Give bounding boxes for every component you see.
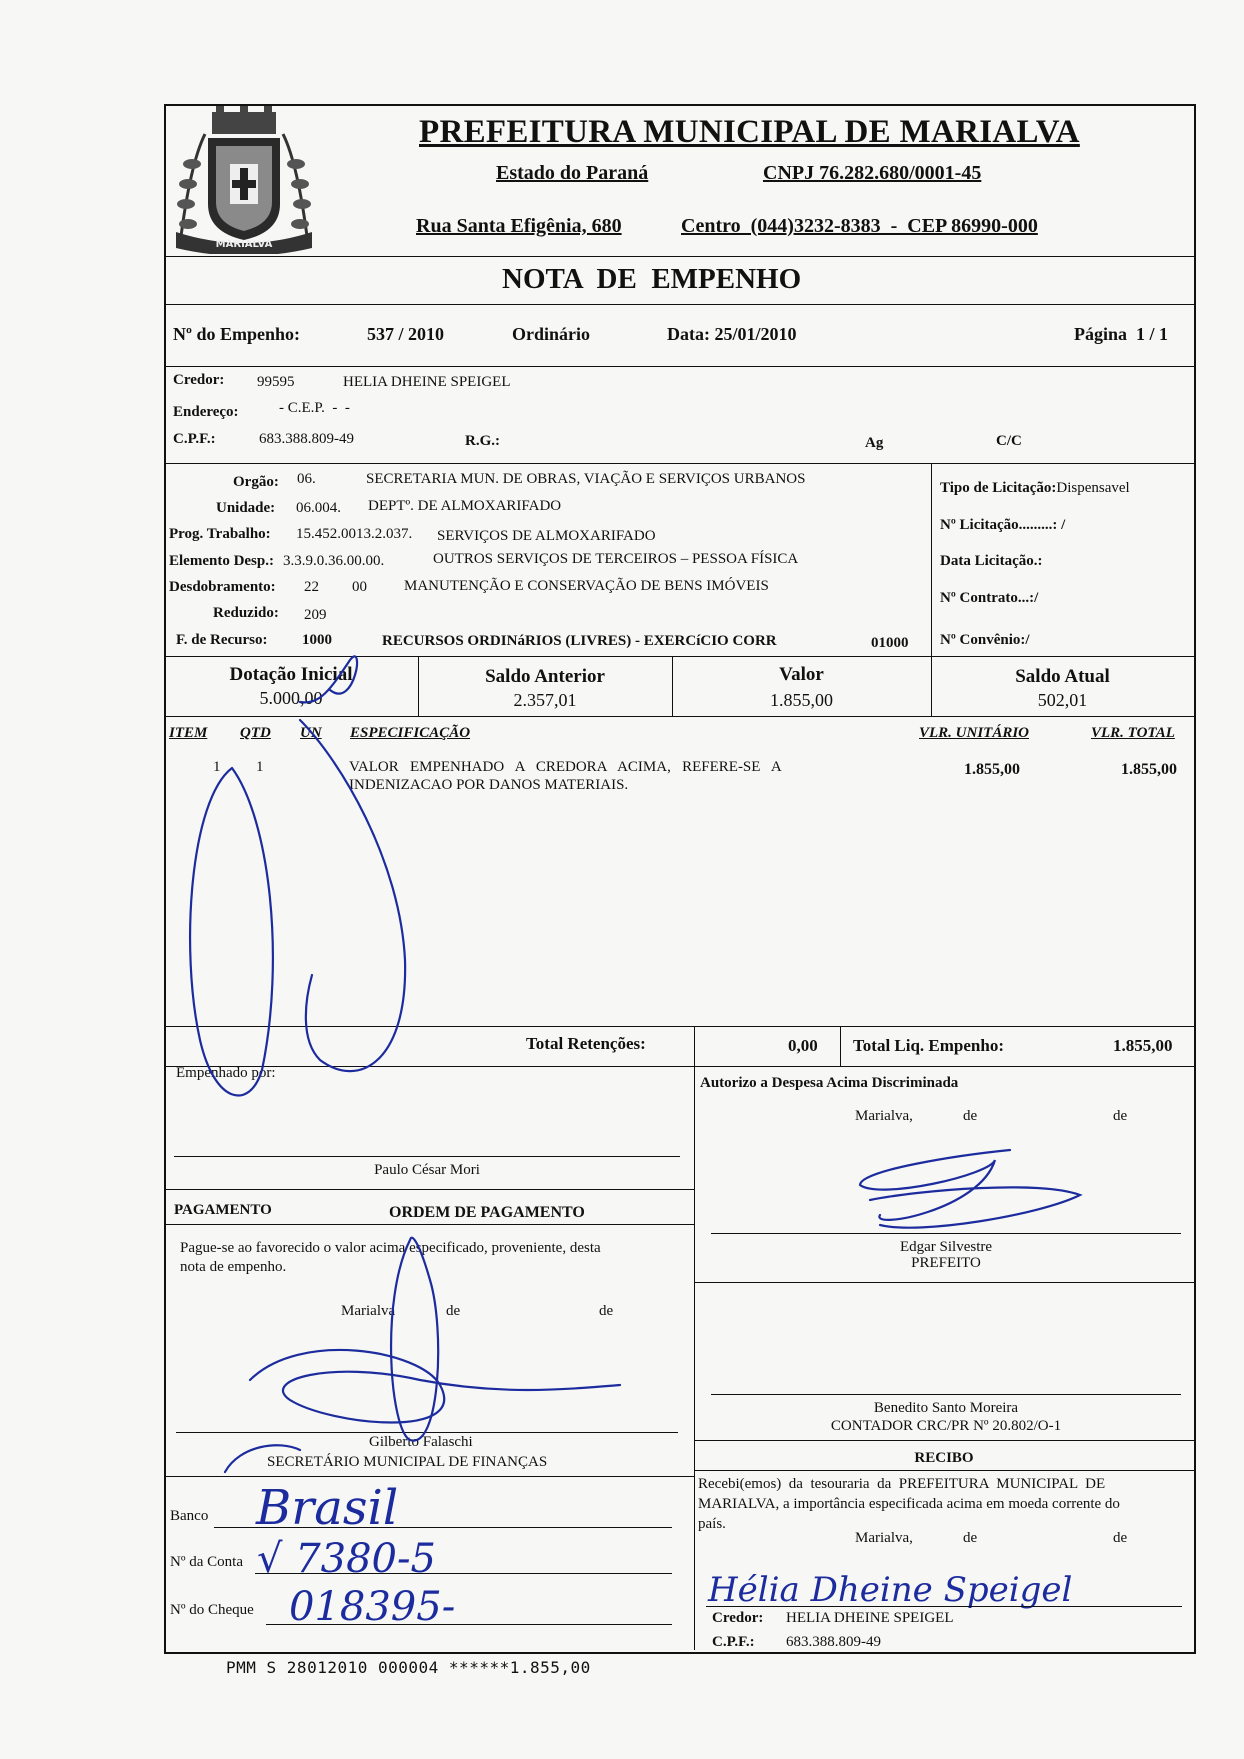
dotacao-inicial-value: 5.000,00 — [259, 688, 323, 708]
saldo-atual-label: Saldo Atual — [1015, 666, 1110, 687]
crest-banner-text: MARIALVA — [215, 239, 273, 250]
col-vlr-unitario: VLR. UNITÁRIO — [919, 725, 1030, 741]
empenho-number: 537 / 2010 — [367, 324, 445, 344]
prog-trabalho-code: 15.452.0013.2.037. — [296, 526, 413, 542]
item-number: 1 — [213, 759, 221, 775]
saldo-anterior-value: 2.357,01 — [513, 690, 577, 710]
autorizo-label: Autorizo a Despesa Acima Discriminada — [700, 1075, 959, 1091]
recibo-cpf-value: 683.388.809-49 — [786, 1634, 881, 1650]
col-qtd: QTD — [240, 725, 271, 741]
recurso-label: F. de Recurso: — [176, 632, 268, 648]
item-spec-line1: VALOR EMPENHADO A CREDORA ACIMA, REFERE-SE A — [349, 759, 782, 775]
recibo-text-line3: país. — [698, 1516, 726, 1532]
banco-value: Brasil — [256, 1480, 399, 1536]
municipality-title: PREFEITURA MUNICIPAL DE MARIALVA — [419, 114, 1080, 150]
recibo-text-line1: Recebi(emos) da tesouraria da PREFEITURA MUNICIPAL DE — [698, 1476, 1106, 1492]
credor-signature: Hélia Dheine Speigel — [708, 1570, 1073, 1610]
unidade-label: Unidade: — [216, 500, 276, 516]
total-liquido-value: 1.855,00 — [1113, 1036, 1173, 1055]
municipal-crest — [170, 104, 318, 254]
secretario-name: Gilberto Falaschi — [369, 1434, 473, 1450]
empenhado-por-name: Paulo César Mori — [374, 1162, 480, 1178]
recibo-credor-name: HELIA DHEINE SPEIGEL — [786, 1610, 954, 1626]
tipo-licitacao-value: Dispensavel — [1056, 480, 1130, 496]
recibo-label: RECIBO — [914, 1450, 974, 1466]
pagamento-text-line1: Pague-se ao favorecido o valor acima especificado, proveniente, desta — [180, 1240, 601, 1256]
cpf-value: 683.388.809-49 — [259, 431, 354, 447]
rg-label: R.G.: — [465, 433, 500, 449]
tipo-licitacao — [940, 480, 1130, 497]
saldo-atual-value: 502,01 — [1037, 690, 1088, 710]
pagamento-place: Marialva — [341, 1303, 396, 1319]
desdobramento-sub: 00 — [352, 579, 367, 595]
cheque-value: 018395- — [289, 1584, 456, 1630]
autorizo-de2: de — [1113, 1108, 1128, 1124]
conta-label: Nº da Conta — [170, 1554, 243, 1570]
item-qtd: 1 — [256, 759, 264, 775]
unidade-code: 06.004. — [296, 500, 341, 516]
cpf-label: C.P.F.: — [173, 431, 216, 447]
document-title: NOTA DE EMPENHO — [502, 263, 802, 295]
prefeito-title: PREFEITO — [911, 1255, 981, 1271]
desdobramento-desc: MANUTENÇÃO E CONSERVAÇÃO DE BENS IMÓVEIS — [404, 578, 769, 594]
pagamento-de2: de — [599, 1303, 614, 1319]
total-retencoes-value: 0,00 — [788, 1036, 818, 1055]
numero-contrato: Nº Contrato...:/ — [940, 590, 1039, 606]
state-name: Estado do Paraná — [496, 162, 649, 184]
prefeito-name: Edgar Silvestre — [899, 1239, 993, 1255]
desdobramento-code: 22 — [304, 579, 319, 595]
reduzido-label: Reduzido: — [213, 605, 279, 621]
orgao-code: 06. — [297, 471, 316, 487]
elemento-code: 3.3.9.0.36.00.00. — [283, 553, 385, 569]
secretario-title: SECRETÁRIO MUNICIPAL DE FINANÇAS — [267, 1454, 548, 1470]
orgao-label: Orgão: — [233, 474, 279, 490]
machine-stamp: PMM S 28012010 000004 ******1.855,00 — [226, 1658, 591, 1677]
autorizo-place: Marialva, — [855, 1108, 913, 1124]
endereco-label: Endereço: — [173, 404, 239, 420]
recibo-cpf-label: C.P.F.: — [712, 1634, 755, 1650]
tipo-licitacao-label: Tipo de Licitação: — [940, 480, 1057, 496]
autorizo-de1: de — [963, 1108, 978, 1124]
total-retencoes-label: Total Retenções: — [526, 1034, 646, 1053]
pagamento-de1: de — [446, 1303, 461, 1319]
dotacao-inicial-label: Dotação Inicial — [229, 664, 353, 685]
recurso-fonte-code: 01000 — [871, 635, 909, 651]
valor-value: 1.855,00 — [770, 690, 833, 710]
total-liquido-label: Total Liq. Empenho: — [853, 1036, 1004, 1055]
recibo-de1: de — [963, 1530, 978, 1546]
item-spec-line2: INDENIZACAO POR DANOS MATERIAIS. — [349, 777, 629, 793]
item-total-value: 1.855,00 — [1121, 761, 1177, 778]
data-licitacao: Data Licitação.: — [940, 553, 1043, 569]
col-vlr-total: VLR. TOTAL — [1091, 725, 1175, 741]
agencia-label: Ag — [865, 435, 884, 451]
prog-trabalho-desc: SERVIÇOS DE ALMOXARIFADO — [437, 528, 656, 544]
col-un: UN — [300, 725, 322, 741]
credor-label: Credor: — [173, 372, 225, 388]
desdobramento-label: Desdobramento: — [169, 579, 276, 595]
endereco-value: - C.E.P. - - — [279, 400, 350, 416]
page-number: Página 1 / 1 — [1074, 324, 1169, 344]
conta-value: √ 7380-5 — [257, 1536, 436, 1582]
contador-name: Benedito Santo Moreira — [873, 1400, 1019, 1416]
empenho-date: Data: 25/01/2010 — [667, 324, 797, 344]
unidade-desc: DEPTº. DE ALMOXARIFADO — [368, 498, 562, 514]
recibo-de2: de — [1113, 1530, 1128, 1546]
valor-label: Valor — [779, 664, 824, 685]
numero-licitacao: Nº Licitação.........: / — [940, 517, 1066, 533]
pagamento-text-line2: nota de empenho. — [180, 1259, 287, 1275]
district-phone-cep: Centro (044)3232-8383 - CEP 86990-000 — [681, 215, 1038, 237]
recibo-credor-label: Credor: — [712, 1610, 764, 1626]
saldo-anterior-label: Saldo Anterior — [485, 666, 605, 687]
elemento-desc: OUTROS SERVIÇOS DE TERCEIROS – PESSOA FÍSICA — [433, 551, 799, 567]
credor-name: HELIA DHEINE SPEIGEL — [343, 374, 511, 390]
numero-convenio: Nº Convênio:/ — [940, 632, 1030, 648]
reduzido-value: 209 — [304, 607, 327, 623]
pagamento-label: PAGAMENTO — [174, 1202, 272, 1218]
empenho-number-label: Nº do Empenho: — [173, 324, 300, 344]
item-unit-value: 1.855,00 — [964, 761, 1020, 778]
elemento-label: Elemento Desp.: — [169, 553, 274, 569]
recurso-desc: RECURSOS ORDINáRIOS (LIVRES) - EXERCíCIO CORR — [382, 633, 777, 649]
empenhado-por-label: Empenhado por: — [176, 1065, 276, 1081]
conta-corrente-label: C/C — [996, 433, 1022, 449]
recibo-place: Marialva, — [855, 1530, 913, 1546]
credor-code: 99595 — [257, 374, 295, 390]
cnpj: CNPJ 76.282.680/0001-45 — [763, 162, 982, 184]
prog-trabalho-label: Prog. Trabalho: — [169, 526, 271, 542]
recibo-text-line2: MARIALVA, a importância especificada acima em moeda corrente do — [698, 1496, 1120, 1512]
empenho-type: Ordinário — [512, 324, 591, 344]
orgao-desc: SECRETARIA MUN. DE OBRAS, VIAÇÃO E SERVIÇOS URBANOS — [366, 471, 806, 487]
col-especificacao: ESPECIFICAÇÃO — [350, 725, 471, 741]
col-item: ITEM — [169, 725, 208, 741]
street-address: Rua Santa Efigênia, 680 — [416, 215, 622, 237]
banco-label: Banco — [170, 1508, 209, 1524]
cheque-label: Nº do Cheque — [170, 1602, 254, 1618]
recurso-code: 1000 — [302, 632, 332, 648]
contador-title: CONTADOR CRC/PR Nº 20.802/O-1 — [830, 1418, 1062, 1434]
ordem-pagamento-label: ORDEM DE PAGAMENTO — [389, 1204, 585, 1221]
